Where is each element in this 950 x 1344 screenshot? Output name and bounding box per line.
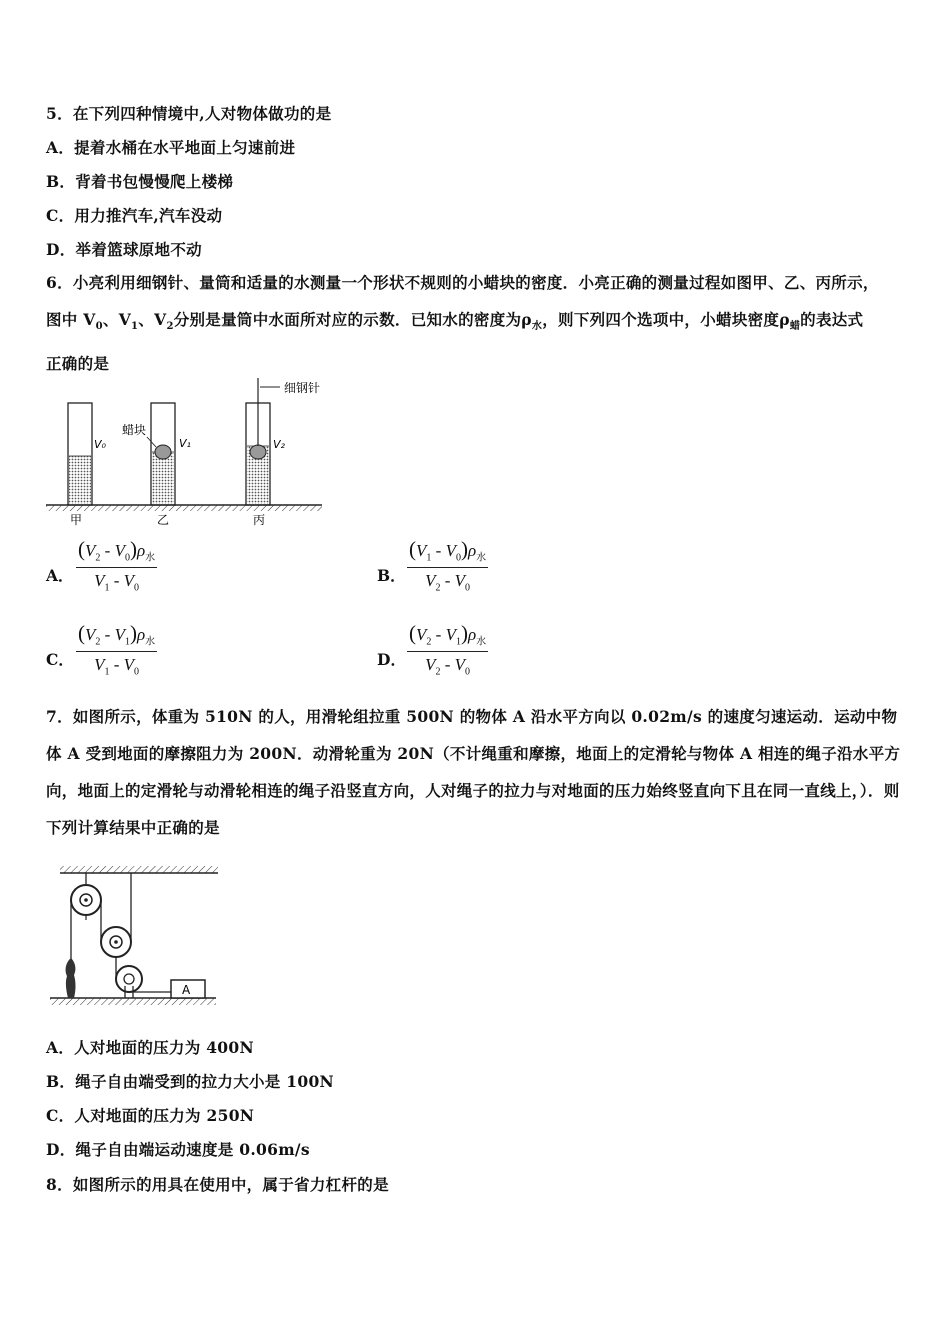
v1-label: V₁ xyxy=(179,437,191,450)
q6-option-b-formula[interactable]: $(V_1 - V_0)\rho_水$ $V_2 - V_0$ xyxy=(409,537,487,594)
q6-option-c-label[interactable]: C． xyxy=(46,650,74,669)
q5-stem: 5．在下列四种情境中,人对物体做功的是 xyxy=(46,104,332,123)
q6-option-b-label[interactable]: B． xyxy=(377,566,406,585)
q5-option-d[interactable]: D．举着篮球原地不动 xyxy=(46,240,202,259)
q5-option-a[interactable]: A．提着水桶在水平地面上匀速前进 xyxy=(46,138,296,157)
q7-option-b[interactable]: B．绳子自由端受到的拉力大小是 100N xyxy=(46,1072,335,1091)
person xyxy=(66,958,76,998)
q6-stem xyxy=(46,264,908,382)
block-a-label: A xyxy=(182,983,191,997)
q6-stem-line3: 正确的是 xyxy=(46,354,110,374)
q6-stem-line2: 图中 $V_0$、$V_1$、$V_2$分别是量筒中水面所对应的示数．已知水的密度为$\rho_水$，则下列四个选项中，小蜡块密度$\rho_蜡$的表达式 xyxy=(46,310,864,333)
q7-option-c[interactable]: C．人对地面的压力为 250N xyxy=(46,1106,255,1125)
q7-option-d[interactable]: D．绳子自由端运动速度是 0.06m/s xyxy=(46,1140,310,1159)
q6-option-a-formula[interactable]: $(V_2 - V_0)\rho_水$ $V_1 - V_0$ xyxy=(78,537,156,594)
q6-option-a-label[interactable]: A． xyxy=(46,566,74,585)
q7-stem: 7．如图所示，体重为 510N 的人，用滑轮组拉重 500N 的物体 A 沿水平方向以 0.02m/s 的速度匀速运动．运动中物体 A 受到地面的摩擦阻力为 200N．动滑轮重为 20N（不计绳重和摩擦，地面上的定滑轮与物体 A 相连的绳子沿水平方向，地面上的定滑轮与动滑轮相连的绳子沿竖直方向，人对绳子的拉力与对地面的压力始终竖直向下且在同一直线上，）．则下列计算结果中正确的是 xyxy=(46,707,901,837)
q6-figure xyxy=(44,374,344,530)
v0-label: V₀ xyxy=(94,438,106,451)
q8-stem: 8．如图所示的用具在使用中，属于省力杠杆的是 xyxy=(46,1175,389,1194)
q6-option-c-formula[interactable]: $(V_2 - V_1)\rho_水$ $V_1 - V_0$ xyxy=(78,621,156,678)
q5-option-b[interactable]: B．背着书包慢慢爬上楼梯 xyxy=(46,172,234,191)
wax-block xyxy=(155,445,171,459)
q7-figure xyxy=(46,862,226,1012)
q7-option-a[interactable]: A．人对地面的压力为 400N xyxy=(46,1038,254,1057)
cylinder-jia xyxy=(68,403,92,505)
wax-label: 蜡块 xyxy=(122,423,147,437)
caption-jia: 甲 xyxy=(70,513,83,527)
q5-option-c[interactable]: C．用力推汽车,汽车没动 xyxy=(46,206,223,225)
caption-bing: 丙 xyxy=(253,513,266,527)
needle-label: 细钢针 xyxy=(284,381,321,395)
cylinder-yi xyxy=(147,403,175,505)
q6-option-d-label[interactable]: D． xyxy=(377,650,406,669)
q6-stem-line1: 6．小亮利用细钢针、量筒和适量的水测量一个形状不规则的小蜡块的密度．小亮正确的测量过程如图甲、乙、丙所示， xyxy=(46,273,879,292)
q6-option-d-formula[interactable]: $(V_2 - V_1)\rho_水$ $V_2 - V_0$ xyxy=(409,621,487,678)
v2-label: V₂ xyxy=(273,438,285,451)
caption-yi: 乙 xyxy=(157,513,170,527)
